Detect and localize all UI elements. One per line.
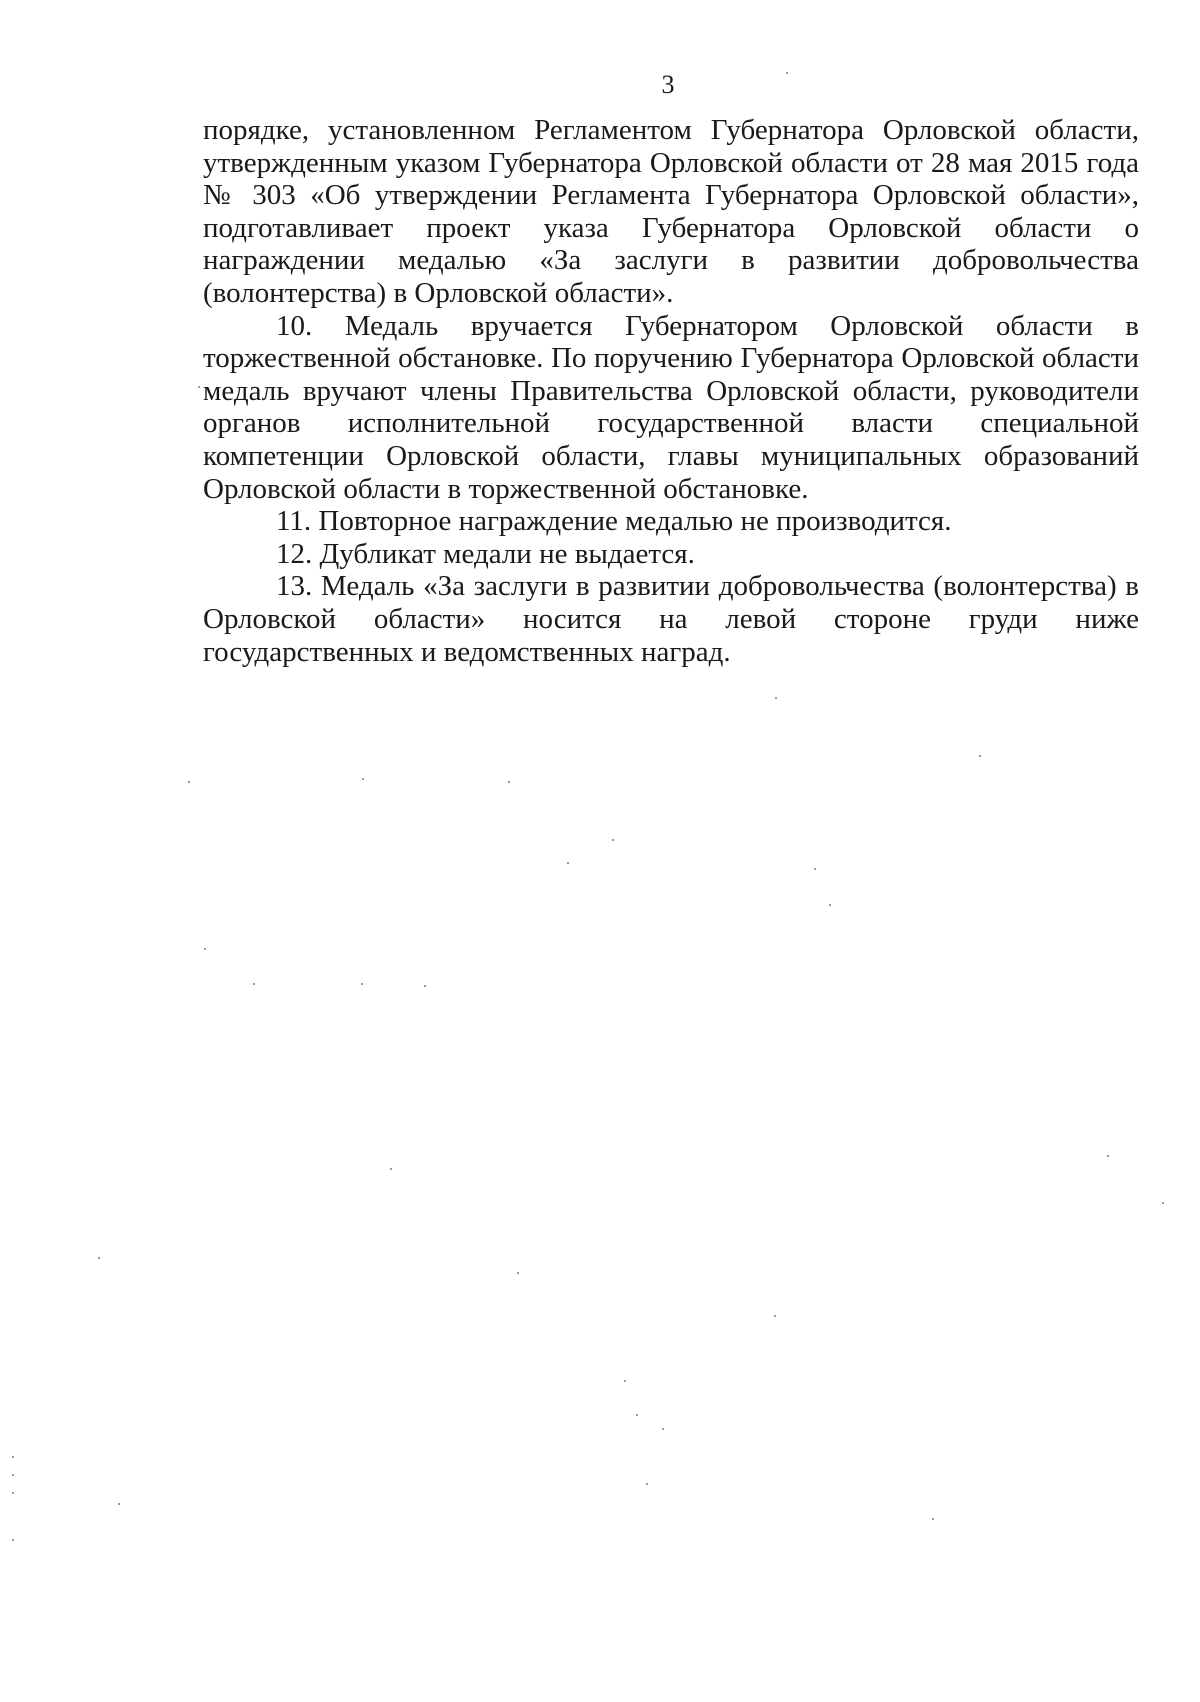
document-body xyxy=(203,114,1139,668)
paragraph-item-13: 13. Медаль «За заслуги в развитии добровольчества (волонтерства) в Орловской области» носится на левой стороне груди ниже государственных и ведомственных наград. xyxy=(203,570,1139,668)
paragraph-item-11: 11. Повторное награждение медалью не производится. xyxy=(276,505,952,538)
paragraph-item-12: 12. Дубликат медали не выдается. xyxy=(276,537,695,570)
page-number: 3 xyxy=(661,70,675,99)
paragraph-item-10: 10. Медаль вручается Губернатором Орловской области в торжественной обстановке. По поручению Губернатора Орловской области медаль вручают члены Правительства Орловской области, руководители органов исполнительной государственной власти специальной компетенции Орловской области, главы муниципальных образований Орловской области в торжественной обстановке. xyxy=(203,309,1139,505)
paragraph-continuation: порядке, установленном Регламентом Губернатора Орловской области, утвержденным указом Губернатора Орловской области от 28 мая 2015 года № 303 «Об утверждении Регламента Губернатора Орловской области», подготавливает проект указа Губернатора Орловской области о награждении медалью «За заслуги в развитии добровольчества (волонтерства) в Орловской области». xyxy=(203,114,1139,309)
